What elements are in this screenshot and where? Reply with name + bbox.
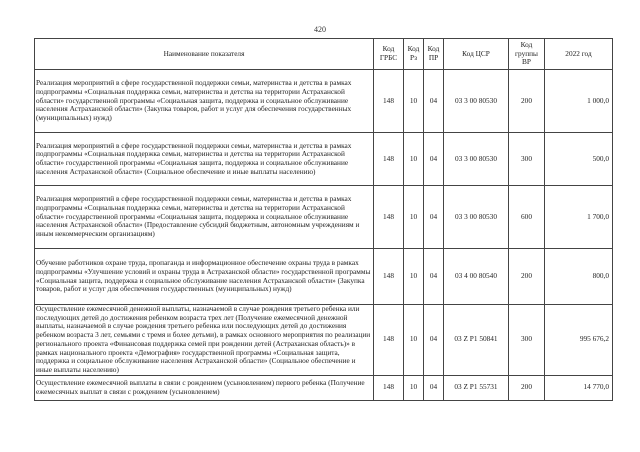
row-grbs: 148 — [374, 70, 404, 133]
header-vr: Код группы ВР — [509, 39, 545, 70]
row-vr: 600 — [509, 186, 545, 249]
row-csr: 03 3 00 80530 — [444, 133, 509, 186]
row-csr: 03 Z P1 55731 — [444, 375, 509, 400]
row-rz: 10 — [404, 70, 424, 133]
row-name: Реализация мероприятий в сфере государственной поддержки семьи, материнства и детства в рамках подпрограммы «Социальная поддержка семьи, материнства и детства на территории Астраханской области» государственной программы «Социальная защита, поддержка и социальное обслуживание населения Астраханской области» (Предоставление субсидий бюджетным, автономным учреждениям и иным некоммерческим организациям) — [35, 186, 374, 249]
table-row — [35, 70, 613, 133]
row-vr: 200 — [509, 375, 545, 400]
row-name: Осуществление ежемесячной выплаты в связи с рождением (усыновлением) первого ребенка (Получение ежемесячных выплат в связи с рождением (усыновлением) — [35, 375, 374, 400]
header-pr: Код ПР — [424, 39, 444, 70]
header-csr: Код ЦСР — [444, 39, 509, 70]
table-row — [35, 133, 613, 186]
row-vr: 300 — [509, 133, 545, 186]
row-name: Реализация мероприятий в сфере государственной поддержки семьи, материнства и детства в рамках подпрограммы «Социальная поддержка семьи, материнства и детства на территории Астраханской области» государственной программы «Социальная защита, поддержка и социальное обслуживание населения Астраханской области» (Закупка товаров, работ и услуг для обеспечения государственных (муниципальных) нужд) — [35, 70, 374, 133]
row-csr: 03 3 00 80530 — [444, 186, 509, 249]
row-grbs: 148 — [374, 375, 404, 400]
table-row — [35, 249, 613, 305]
row-name: Осуществление ежемесячной денежной выплаты, назначаемой в случае рождения третьего ребенка или последующих детей до достижения ребенком возраста трех лет (Получение ежемесячной денежной выплаты, назначаемой в случае рождения третьего ребенка или последующих детей до достижения ребенком возраста 3 лет, семьями с тремя и более детьми), в рамках основного мероприятия по реализации регионального проекта «Финансовая поддержка семей при рождении детей (Астраханская область)» в рамках национального проекта «Демография» государственной программы «Социальная защита, поддержка и социальное обслуживание населения Астраханской области» (Социальное обеспечение и иные выплаты населению) — [35, 305, 374, 376]
row-grbs: 148 — [374, 186, 404, 249]
row-pr: 04 — [424, 70, 444, 133]
row-rz: 10 — [404, 249, 424, 305]
row-rz: 10 — [404, 186, 424, 249]
budget-table — [34, 38, 613, 401]
row-amount: 1 700,0 — [545, 186, 613, 249]
row-name: Реализация мероприятий в сфере государственной поддержки семьи, материнства и детства в рамках подпрограммы «Социальная поддержка семьи, материнства и детства на территории Астраханской области» государственной программы «Социальная защита, поддержка и социальное обслуживание населения Астраханской области» (Социальное обеспечение и иные выплаты населению) — [35, 133, 374, 186]
row-vr: 300 — [509, 305, 545, 376]
row-grbs: 148 — [374, 133, 404, 186]
row-pr: 04 — [424, 249, 444, 305]
row-pr: 04 — [424, 133, 444, 186]
header-rz: Код Рз — [404, 39, 424, 70]
table-row — [35, 375, 613, 400]
row-pr: 04 — [424, 186, 444, 249]
page-number: 420 — [314, 25, 326, 34]
row-pr: 04 — [424, 375, 444, 400]
row-csr: 03 Z P1 50841 — [444, 305, 509, 376]
header-grbs: Код ГРБС — [374, 39, 404, 70]
header-name: Наименование показателя — [35, 39, 374, 70]
row-amount: 995 676,2 — [545, 305, 613, 376]
table-row — [35, 186, 613, 249]
table-row — [35, 305, 613, 376]
row-amount: 1 000,0 — [545, 70, 613, 133]
row-rz: 10 — [404, 133, 424, 186]
table-header-row — [35, 39, 613, 70]
header-year: 2022 год — [545, 39, 613, 70]
row-vr: 200 — [509, 249, 545, 305]
row-name: Обучение работников охране труда, пропаганда и информационное обеспечение охраны труда в рамках подпрограммы «Улучшение условий и охраны труда в Астраханской области» государственной программы «Социальная защита, поддержка и социальное обслуживание населения Астраханской области» (Закупка товаров, работ и услуг для обеспечения государственных (муниципальных) нужд) — [35, 249, 374, 305]
row-grbs: 148 — [374, 249, 404, 305]
row-amount: 800,0 — [545, 249, 613, 305]
row-grbs: 148 — [374, 305, 404, 376]
row-amount: 500,0 — [545, 133, 613, 186]
row-pr: 04 — [424, 305, 444, 376]
row-csr: 03 4 00 80540 — [444, 249, 509, 305]
row-rz: 10 — [404, 375, 424, 400]
row-amount: 14 770,0 — [545, 375, 613, 400]
row-vr: 200 — [509, 70, 545, 133]
row-rz: 10 — [404, 305, 424, 376]
row-csr: 03 3 00 80530 — [444, 70, 509, 133]
